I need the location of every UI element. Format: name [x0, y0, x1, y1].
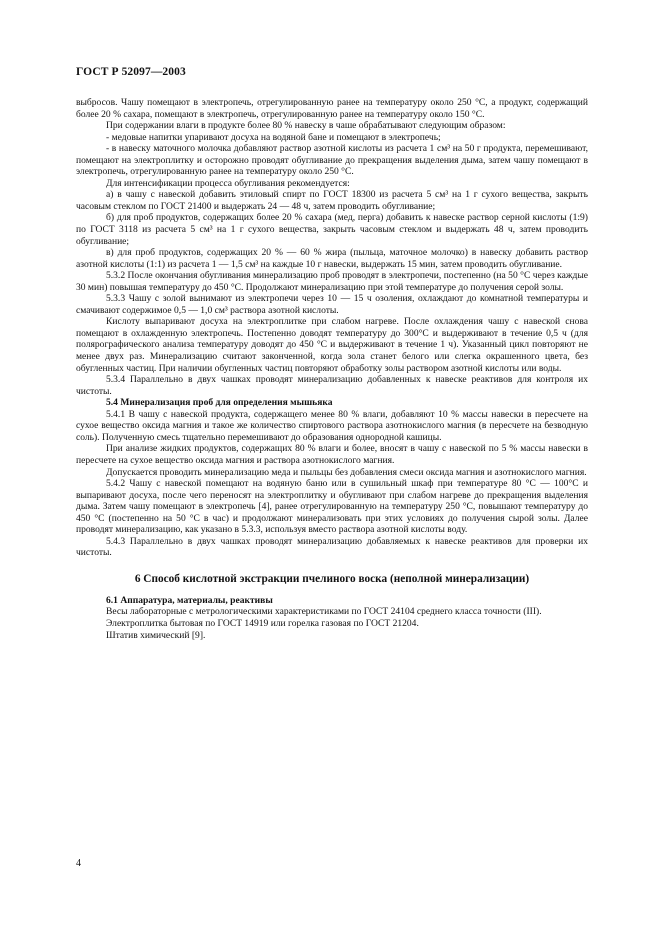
paragraph: Допускается проводить минерализацию меда и пыльцы без добавления смеси оксида магния и азотнокислого магния. [106, 466, 587, 478]
page-number: 4 [76, 858, 81, 869]
clause-5-4-2: 5.4.2 Чашу с навеской помещают на водяную баню или в сушильный шкаф при температуре 80 °С — 100°С и выпаривают досуха, после чего переносят на электроплитку и обугливают при слабом нагреве до прекращения выделения дыма. Затем чашу помещают в электропечь [4], ранее отрегулированную на температуру 250 °С, повышают температуру до 450 °С (постепенно на 50 °С в час) и продолжают минерализовать при этих условиях до получения сырой золы. Далее проводят минерализацию, как указано в 5.3.3, используя вместо раствора азотной кислоты воду. [76, 478, 588, 536]
clause-5-3-4: 5.3.4 Параллельно в двух чашках проводят минерализацию добавленных к навеске реактивов для контроля их чистоты. [76, 374, 588, 397]
paragraph: При анализе жидких продуктов, содержащих 80 % влаги и более, вносят в чашу с навеской по 5 % массы навески в пересчете на сухое вещество оксида магния и раствора азотнокислого магния. [76, 443, 588, 466]
clause-5-4-3: 5.4.3 Параллельно в двух чашках проводят минерализацию добавляемых к навеске реактивов для проверки их чистоты. [76, 535, 588, 559]
list-item: в) для проб продуктов, содержащих 20 % — 60 % жира (пыльца, маточное молочко) в навеску добавить раствор азотной кислоты (1:1) из расчета 1 — 1,5 см³ на каждые 10 г навески, выдержать 15 мин, затем проводить обугливание. [76, 247, 588, 270]
paragraph: Электроплитка бытовая по ГОСТ 14919 или горелка газовая по ГОСТ 21204. [106, 617, 419, 629]
clause-5-3-3: 5.3.3 Чашу с золой вынимают из электропечи через 10 — 15 ч озоления, охлаждают до комнатной температуры и смачивают содержимое 0,5 — 1,0 см³ раствора азотной кислоты. [76, 293, 588, 316]
section-6-heading: 6 Способ кислотной экстракции пчелиного воска (неполной минерализации) [134, 572, 530, 585]
paragraph: Весы лабораторные с метрологическими характеристиками по ГОСТ 24104 среднего класса точности (III). [106, 606, 542, 618]
paragraph: При содержании влаги в продукте более 80 % навеску в чаше обрабатывают следующим образом: [106, 120, 506, 132]
list-item: б) для проб продуктов, содержащих более 20 % сахара (мед, перга) добавить к навеске раствор серной кислоты (1:9) по ГОСТ 3118 из расчета 5 см³ на 1 г сухого вещества, закрыть часовым стеклом и выдержать 48 ч, затем проводить обугливание; [76, 212, 588, 247]
clause-5-4-1: 5.4.1 В чашу с навеской продукта, содержащего менее 80 % влаги, добавляют 10 % массы навески в пересчете на сухое вещество оксида магния и такое же количество спиртового раствора азотнокислого магния (в пересчете на безводную соль). Полученную смесь тщательно перемешивают до образования однородной кашицы. [76, 408, 588, 443]
paragraph: Для интенсификации процесса обугливания рекомендуется: [106, 177, 350, 189]
document-body [76, 97, 588, 641]
subsection-heading-5-4: 5.4 Минерализация проб для определения мышьяка [106, 397, 333, 409]
document-header: ГОСТ Р 52097—2003 [76, 66, 186, 78]
list-item: а) в чашу с навеской добавить этиловый спирт по ГОСТ 18300 из расчета 5 см³ на 1 г сухого вещества, закрыть часовым стеклом по ГОСТ 21400 и выдержать 24 — 48 ч, затем проводить обугливание; [76, 189, 588, 212]
clause-5-3-2: 5.3.2 После окончания обугливания минерализацию проб проводят в электропечи, постепенно (на 50 °С через каждые 30 мин) повышая температуру до 450 °С. Продолжают минерализацию при этой температуре до получения серой золы. [76, 270, 588, 293]
paragraph-continuation: выбросов. Чашу помещают в электропечь, отрегулированную ранее на температуру около 250 °С, а продукт, содержащий более 20 % сахара, помещают в электропечь, отрегулированную ранее на температуру около 150 °С. [76, 97, 588, 120]
list-item: - в навеску маточного молочка добавляют раствор азотной кислоты из расчета 1 см³ на 50 г продукта, перемешивают, помещают на электроплитку и осторожно проводят обугливание до прекращения выделения дыма, затем чашу помещают в электропечь, отрегулированную ранее на температуру около 250 °С. [76, 143, 588, 178]
paragraph: Кислоту выпаривают досуха на электроплитке при слабом нагреве. После охлаждения чашу с навеской снова помещают в охлажденную электропечь. Постепенно доводят температуру до 300°С и выдерживают в течение 0,5 ч (для полярографического анализа температуру доводят до 450 °С и выдерживают в течение 1 ч). Указанный цикл повторяют не менее двух раз. Минерализацию считают законченной, когда зола станет белого или слегка окрашенного цвета, без обугленных частиц. При наличии обугленных частиц повторяют обработку золы раствором азотной кислоты или воды. [76, 316, 588, 374]
paragraph: Штатив химический [9]. [106, 629, 206, 641]
list-item: - медовые напитки упаривают досуха на водяной бане и помещают в электропечь; [106, 131, 441, 143]
subsection-heading-6-1: 6.1 Аппаратура, материалы, реактивы [106, 594, 273, 606]
